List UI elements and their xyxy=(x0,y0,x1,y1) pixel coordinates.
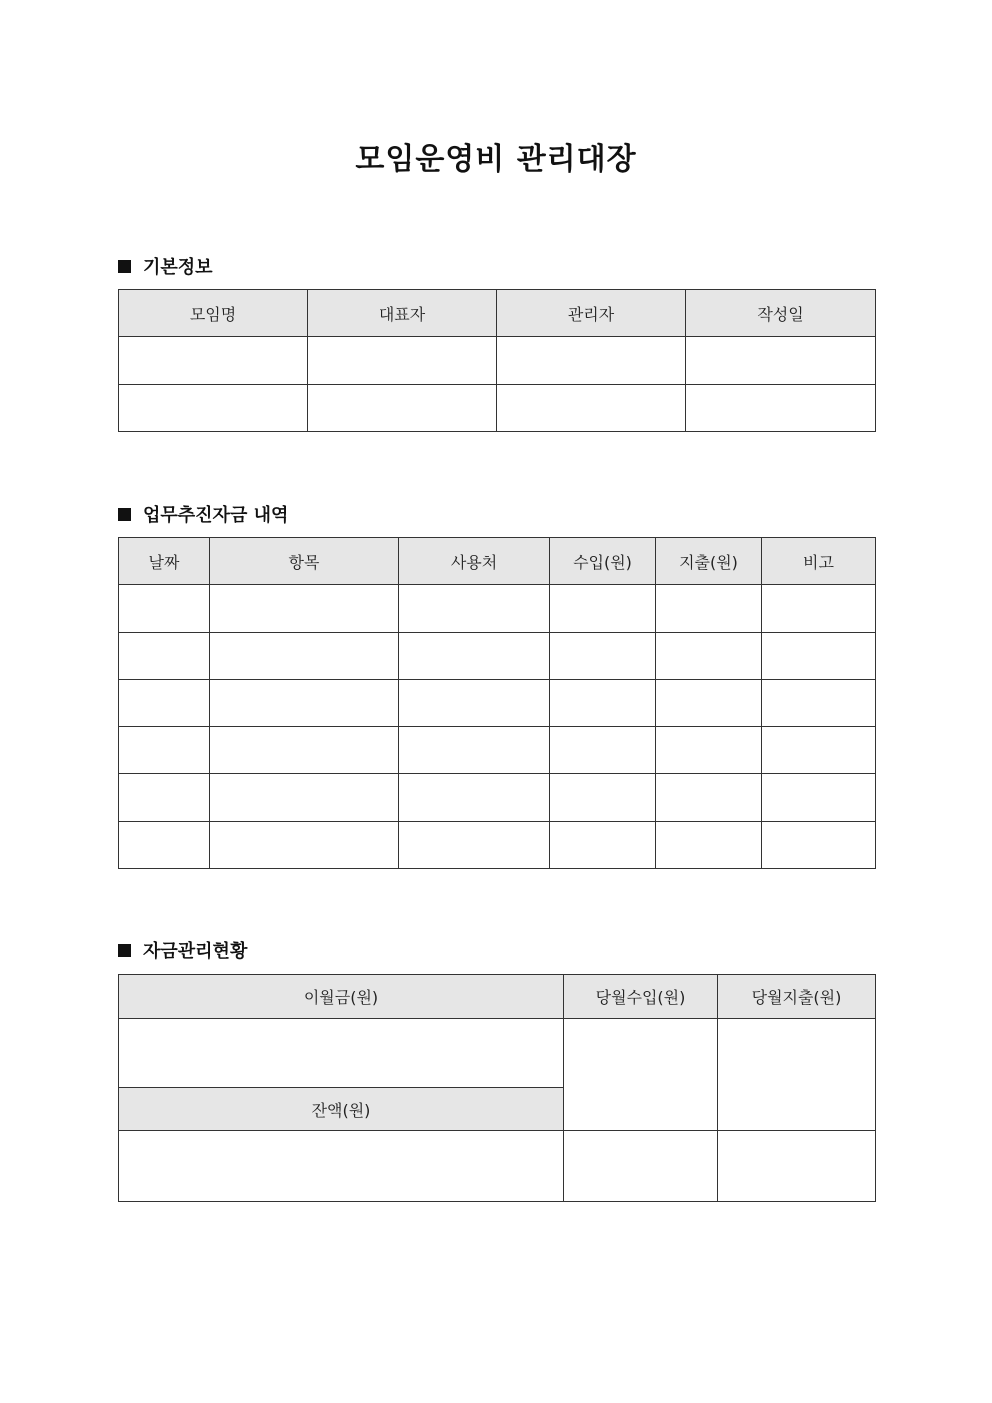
expense-details-heading-text: 업무추진자금 내역 xyxy=(143,505,289,526)
remarks-cell[interactable] xyxy=(762,822,876,869)
manager-cell[interactable] xyxy=(497,385,686,432)
header-remarks: 비고 xyxy=(762,538,876,585)
fund-status-table xyxy=(118,974,876,1202)
expense-cell[interactable] xyxy=(656,727,762,774)
header-income: 수입(원) xyxy=(550,538,656,585)
remarks-cell[interactable] xyxy=(762,774,876,822)
income-cell[interactable] xyxy=(550,727,656,774)
expense-details-heading xyxy=(118,501,288,527)
table-row xyxy=(119,337,876,385)
basic-info-heading-text: 기본정보 xyxy=(143,257,213,278)
item-cell[interactable] xyxy=(210,727,399,774)
table-row xyxy=(119,822,876,869)
header-monthly-income: 당월수입(원) xyxy=(564,975,718,1019)
expense-cell[interactable] xyxy=(656,633,762,680)
place-of-use-cell[interactable] xyxy=(399,680,550,727)
date-written-cell[interactable] xyxy=(686,385,876,432)
expense-cell[interactable] xyxy=(656,774,762,822)
square-bullet-icon xyxy=(118,944,131,957)
header-manager: 관리자 xyxy=(497,290,686,337)
balance-label: 잔액(원) xyxy=(119,1088,564,1131)
monthly-income-cell[interactable] xyxy=(564,1019,718,1131)
date-written-cell[interactable] xyxy=(686,337,876,385)
page-title: 모임운영비 관리대장 xyxy=(355,142,637,177)
income-cell[interactable] xyxy=(550,680,656,727)
date-cell[interactable] xyxy=(119,633,210,680)
extra-cell[interactable] xyxy=(718,1131,876,1202)
header-date-written: 작성일 xyxy=(686,290,876,337)
expense-details-table xyxy=(118,537,876,869)
header-group-name: 모임명 xyxy=(119,290,308,337)
fund-status-heading-text: 자금관리현황 xyxy=(143,941,248,962)
remarks-cell[interactable] xyxy=(762,680,876,727)
header-expense: 지출(원) xyxy=(656,538,762,585)
income-cell[interactable] xyxy=(550,585,656,633)
representative-cell[interactable] xyxy=(308,385,497,432)
income-cell[interactable] xyxy=(550,822,656,869)
table-row xyxy=(119,680,876,727)
table-row xyxy=(119,1131,876,1202)
table-header-row xyxy=(119,290,876,337)
table-row xyxy=(119,633,876,680)
place-of-use-cell[interactable] xyxy=(399,727,550,774)
date-cell[interactable] xyxy=(119,727,210,774)
representative-cell[interactable] xyxy=(308,337,497,385)
expense-cell[interactable] xyxy=(656,822,762,869)
table-row xyxy=(119,727,876,774)
place-of-use-cell[interactable] xyxy=(399,774,550,822)
group-name-cell[interactable] xyxy=(119,337,308,385)
item-cell[interactable] xyxy=(210,774,399,822)
item-cell[interactable] xyxy=(210,680,399,727)
table-row xyxy=(119,585,876,633)
item-cell[interactable] xyxy=(210,585,399,633)
date-cell[interactable] xyxy=(119,680,210,727)
table-row xyxy=(119,385,876,432)
header-place-of-use: 사용처 xyxy=(399,538,550,585)
table-header-row xyxy=(119,538,876,585)
square-bullet-icon xyxy=(118,260,131,273)
balance-cell[interactable] xyxy=(119,1131,564,1202)
table-row xyxy=(119,774,876,822)
header-date: 날짜 xyxy=(119,538,210,585)
date-cell[interactable] xyxy=(119,822,210,869)
table-row xyxy=(119,1019,876,1088)
income-cell[interactable] xyxy=(550,774,656,822)
manager-cell[interactable] xyxy=(497,337,686,385)
basic-info-heading xyxy=(118,253,213,279)
square-bullet-icon xyxy=(118,508,131,521)
extra-cell[interactable] xyxy=(564,1131,718,1202)
income-cell[interactable] xyxy=(550,633,656,680)
monthly-expense-cell[interactable] xyxy=(718,1019,876,1131)
remarks-cell[interactable] xyxy=(762,727,876,774)
remarks-cell[interactable] xyxy=(762,585,876,633)
header-item: 항목 xyxy=(210,538,399,585)
expense-cell[interactable] xyxy=(656,680,762,727)
date-cell[interactable] xyxy=(119,585,210,633)
place-of-use-cell[interactable] xyxy=(399,633,550,680)
item-cell[interactable] xyxy=(210,633,399,680)
fund-status-heading xyxy=(118,937,247,963)
header-monthly-expense: 당월지출(원) xyxy=(718,975,876,1019)
basic-info-table xyxy=(118,289,876,432)
group-name-cell[interactable] xyxy=(119,385,308,432)
carryover-cell[interactable] xyxy=(119,1019,564,1088)
place-of-use-cell[interactable] xyxy=(399,585,550,633)
date-cell[interactable] xyxy=(119,774,210,822)
expense-cell[interactable] xyxy=(656,585,762,633)
item-cell[interactable] xyxy=(210,822,399,869)
header-representative: 대표자 xyxy=(308,290,497,337)
remarks-cell[interactable] xyxy=(762,633,876,680)
place-of-use-cell[interactable] xyxy=(399,822,550,869)
table-header-row xyxy=(119,975,876,1019)
header-carryover: 이월금(원) xyxy=(119,975,564,1019)
